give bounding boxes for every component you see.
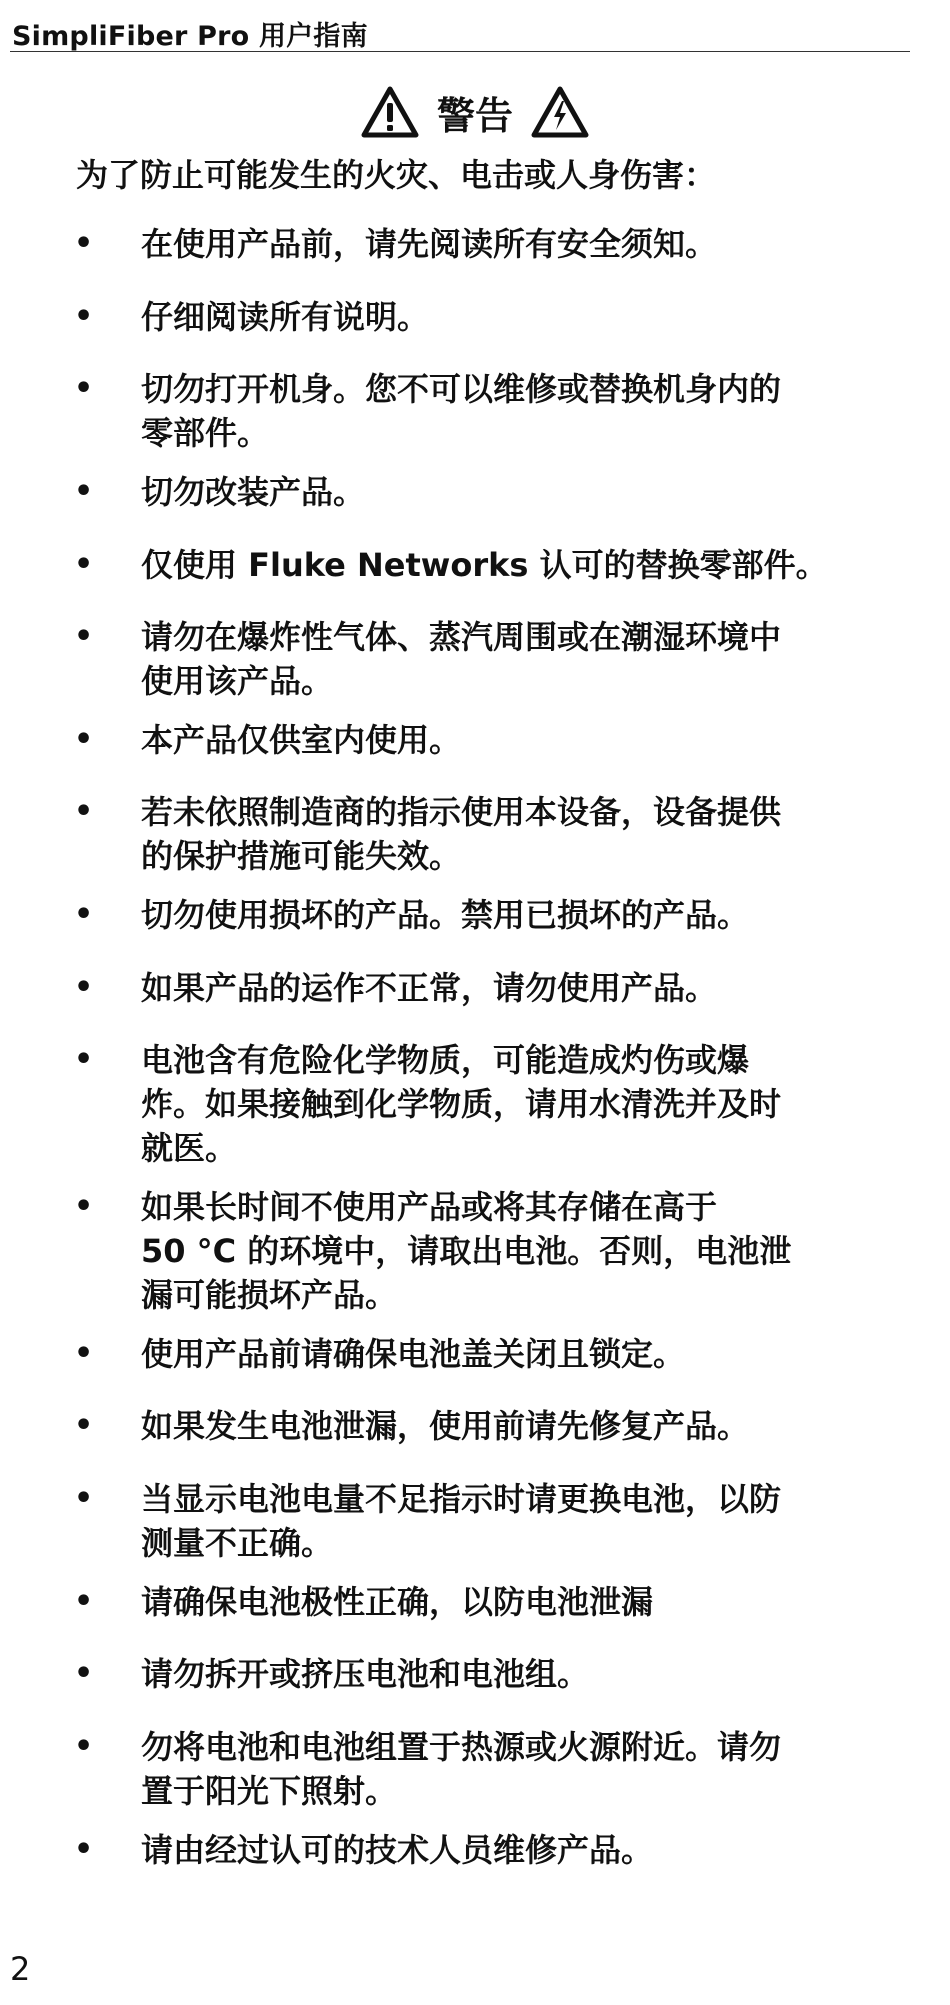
list-item-text [141, 1828, 881, 1872]
bullet-icon: • [74, 1729, 94, 1764]
list-item-line: 漏可能损坏产品。 [141, 1276, 398, 1314]
bullet-icon: • [74, 474, 94, 509]
list-item-line: 如果长时间不使用产品或将其存储在高于 [141, 1188, 718, 1226]
list-item-line: 零部件。 [141, 414, 270, 452]
list-item-text [141, 295, 881, 339]
list-item-text [141, 1580, 881, 1624]
list-item-line: 切勿改装产品。 [141, 473, 366, 511]
bullet-icon: • [74, 794, 94, 829]
bullet-icon: • [74, 1189, 94, 1224]
bullet-icon: • [74, 619, 94, 654]
list-item-line: 切勿使用损坏的产品。禁用已损坏的产品。 [141, 896, 750, 934]
list-item-text [141, 543, 881, 587]
list-item-text [141, 470, 881, 514]
list-item-line: 置于阳光下照射。 [141, 1772, 398, 1810]
list-item-line: 勿将电池和电池组置于热源或火源附近。请勿 [141, 1728, 782, 1766]
bullet-icon: • [74, 1832, 94, 1867]
list-item-text [141, 893, 881, 937]
list-item-line: 请由经过认可的技术人员维修产品。 [141, 1831, 654, 1869]
caution-triangle-icon [361, 86, 419, 138]
list-item-line: 切勿打开机身。您不可以维修或替换机身内的 [141, 370, 782, 408]
list-item-text [141, 1477, 881, 1565]
bullet-icon: • [74, 1481, 94, 1516]
list-item-line: 如果发生电池泄漏，使用前请先修复产品。 [141, 1407, 750, 1445]
bullet-icon: • [74, 897, 94, 932]
bullet-icon: • [74, 226, 94, 261]
bullet-icon: • [74, 371, 94, 406]
bullet-icon: • [74, 970, 94, 1005]
bullet-icon: • [74, 1042, 94, 1077]
list-item-line: 的保护措施可能失效。 [141, 837, 462, 875]
bullet-icon: • [74, 722, 94, 757]
list-item-line: 请勿在爆炸性气体、蒸汽周围或在潮湿环境中 [141, 618, 782, 656]
bullet-icon: • [74, 299, 94, 334]
list-item-text [141, 1725, 881, 1813]
page-header [10, 8, 910, 52]
bullet-icon: • [74, 547, 94, 582]
list-item-text [141, 1332, 881, 1376]
list-item-line: 炸。如果接触到化学物质，请用水清洗并及时 [141, 1085, 782, 1123]
list-item-line: 使用该产品。 [141, 662, 334, 700]
list-item-line: 使用产品前请确保电池盖关闭且锁定。 [141, 1335, 686, 1373]
list-item-text [141, 615, 881, 703]
electric-shock-triangle-icon [531, 86, 589, 138]
list-item-text [141, 966, 881, 1010]
bullet-icon: • [74, 1584, 94, 1619]
list-item-text [141, 1038, 881, 1170]
warning-intro: 为了防止可能发生的火灾、电击或人身伤害： [76, 156, 717, 194]
list-item-text [141, 790, 881, 878]
list-item-text [141, 222, 881, 266]
list-item-line: 当显示电池电量不足指示时请更换电池，以防 [141, 1480, 782, 1518]
list-item-line: 本产品仅供室内使用。 [141, 721, 462, 759]
list-item-line: 仅使用 Fluke Networks 认可的替换零部件。 [141, 546, 828, 584]
bullet-icon: • [74, 1408, 94, 1443]
list-item-line: 仔细阅读所有说明。 [141, 298, 430, 336]
list-item-text [141, 718, 881, 762]
list-item-line: 50 °C 的环境中，请取出电池。否则，电池泄 [141, 1232, 792, 1270]
warning-heading [0, 82, 950, 142]
list-item-line: 在使用产品前，请先阅读所有安全须知。 [141, 225, 718, 263]
list-item-text [141, 1404, 881, 1448]
list-item-text [141, 1652, 881, 1696]
page-number: 2 [10, 1950, 31, 1988]
list-item-line: 如果产品的运作不正常，请勿使用产品。 [141, 969, 718, 1007]
document-title: SimpliFiber Pro 用户指南 [12, 21, 368, 52]
list-item-line: 若未依照制造商的指示使用本设备，设备提供 [141, 793, 782, 831]
bullet-icon: • [74, 1656, 94, 1691]
bullet-icon: • [74, 1336, 94, 1371]
list-item-text [141, 1185, 881, 1317]
list-item-line: 请勿拆开或挤压电池和电池组。 [141, 1655, 590, 1693]
list-item-line: 请确保电池极性正确，以防电池泄漏 [141, 1583, 654, 1621]
list-item-line: 测量不正确。 [141, 1524, 334, 1562]
list-item-line: 电池含有危险化学物质，可能造成灼伤或爆 [141, 1041, 750, 1079]
warning-label: 警告 [436, 93, 513, 138]
list-item-line: 就医。 [141, 1129, 238, 1167]
list-item-text [141, 367, 881, 455]
